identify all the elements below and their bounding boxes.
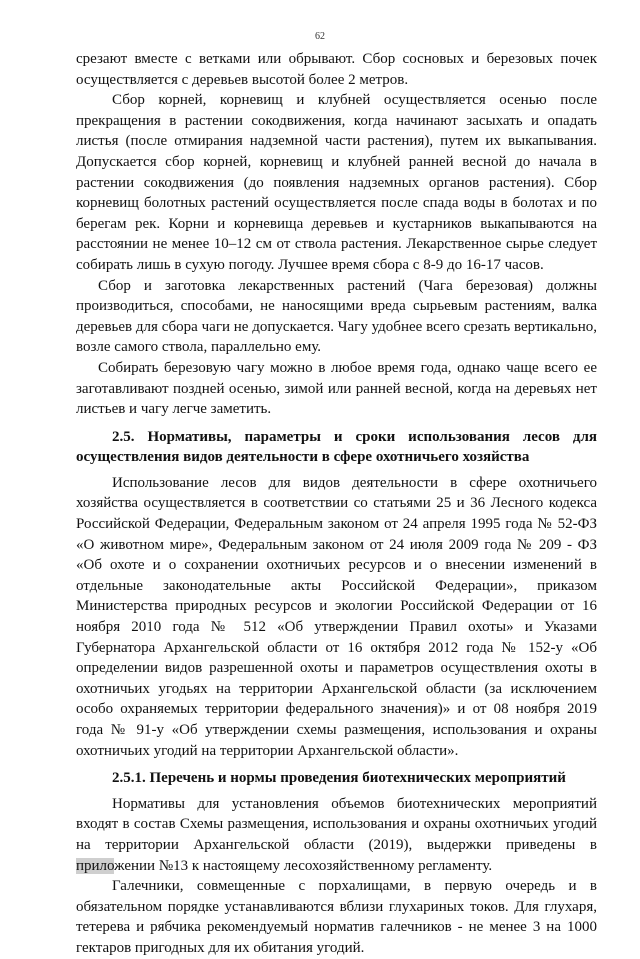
paragraph-biotech-norms (76, 794, 597, 876)
paragraph-continuation: срезают вместе с ветками или обрывают. Сбор сосновых и березовых почек осуществляется с деревьев высотой более 2 метров. (76, 51, 597, 88)
paragraph-chaga-harvest: Сбор и заготовка лекарственных растений (Чага березовая) должны производиться, способами, не наносящими вреда сырьевым растениям, валка деревьев для сбора чаги не допускается. Чагу удобнее всего срезать вертикально, возле самого ствола, параллельно ему. (76, 277, 597, 356)
paragraph-roots-collection: Сбор корней, корневищ и клубней осуществляется осенью после прекращения в растении сокодвижения, когда начинают засыхать и опадать листья (после отмирания надземной части растения), путем их выкапывания. Допускается сбор корней, корневищ и клубней ранней весной до начала в растении сокодвижения (до появления надземных органов растения). Сбор корневищ болотных растений осуществляется после спада воды в болотах и по берегам рек. Корни и корневища деревьев и кустарников выкапываются на расстоянии не менее 10–12 см от ствола растения. Лекарственное сырье следует собирать лишь в сухую погоду. Лучшее время сбора с 8-9 до 16-17 часов. (76, 92, 597, 273)
document-body (76, 49, 597, 959)
paragraph-hunting-legal-basis: Использование лесов для видов деятельности в сфере охотничьего хозяйства осуществляется в соответствии со статьями 25 и 36 Лесного кодекса Российской Федерации, Федеральным законом от 24 апреля 1995 года № 52-ФЗ «О животном мире», Федеральным законом от 24 июля 2009 года № 209 - ФЗ «Об охоте и о сохранении охотничьих ресурсов и о внесении изменений в отдельные законодательные акты Российской Федерации», приказом Министерства природных ресурсов и экологии Российской Федерации от 16 ноября 2010 года № 512 «Об утверждении Правил охоты» и Указами Губернатора Архангельской области от 16 октября 2012 года № 152-у «Об определении видов разрешенной охоты и параметров осуществления охоты в охотничьих угодьях на территории Архангельской области (за исключением особо охраняемых территории федерального значения)» и от 08 ноября 2019 года № 91-у «Об утверждении схемы размещения, использования и охраны охотничьих угодий на территории Архангельской области». (76, 474, 597, 759)
page-number: 62 (315, 31, 325, 42)
section-heading-2-5-1: 2.5.1. Перечень и нормы проведения биотехнических мероприятий (112, 770, 566, 787)
text-segment: жении №13 к настоящему лесохозяйственному регламенту. (114, 857, 493, 874)
text-segment: Нормативы для установления объемов биотехнических мероприятий входят в состав Схемы размещения, использования и охраны охотничьих угодий на территории Архангельской области (2019), выдержки приведены в (76, 795, 597, 853)
section-heading-2-5: 2.5. Нормативы, параметры и сроки использования лесов для осуществления видов деятельности в сфере охотничьего хозяйства (76, 428, 597, 466)
highlighted-text: прило (76, 857, 115, 874)
paragraph-chaga-season: Собирать березовую чагу можно в любое время года, однако чаще всего ее заготавливают поздней осенью, зимой или ранней весной, когда на деревьях нет листьев и чагу легче заметить. (76, 359, 597, 418)
paragraph-gravel-pits: Галечники, совмещенные с порхалищами, в первую очередь и в обязательном порядке устанавливаются вблизи глухариных токов. Для глухаря, тетерева и рябчика рекомендуемый норматив галечников - не менее 3 на 1000 гектаров пригодных для их обитания угодий. (76, 878, 597, 956)
